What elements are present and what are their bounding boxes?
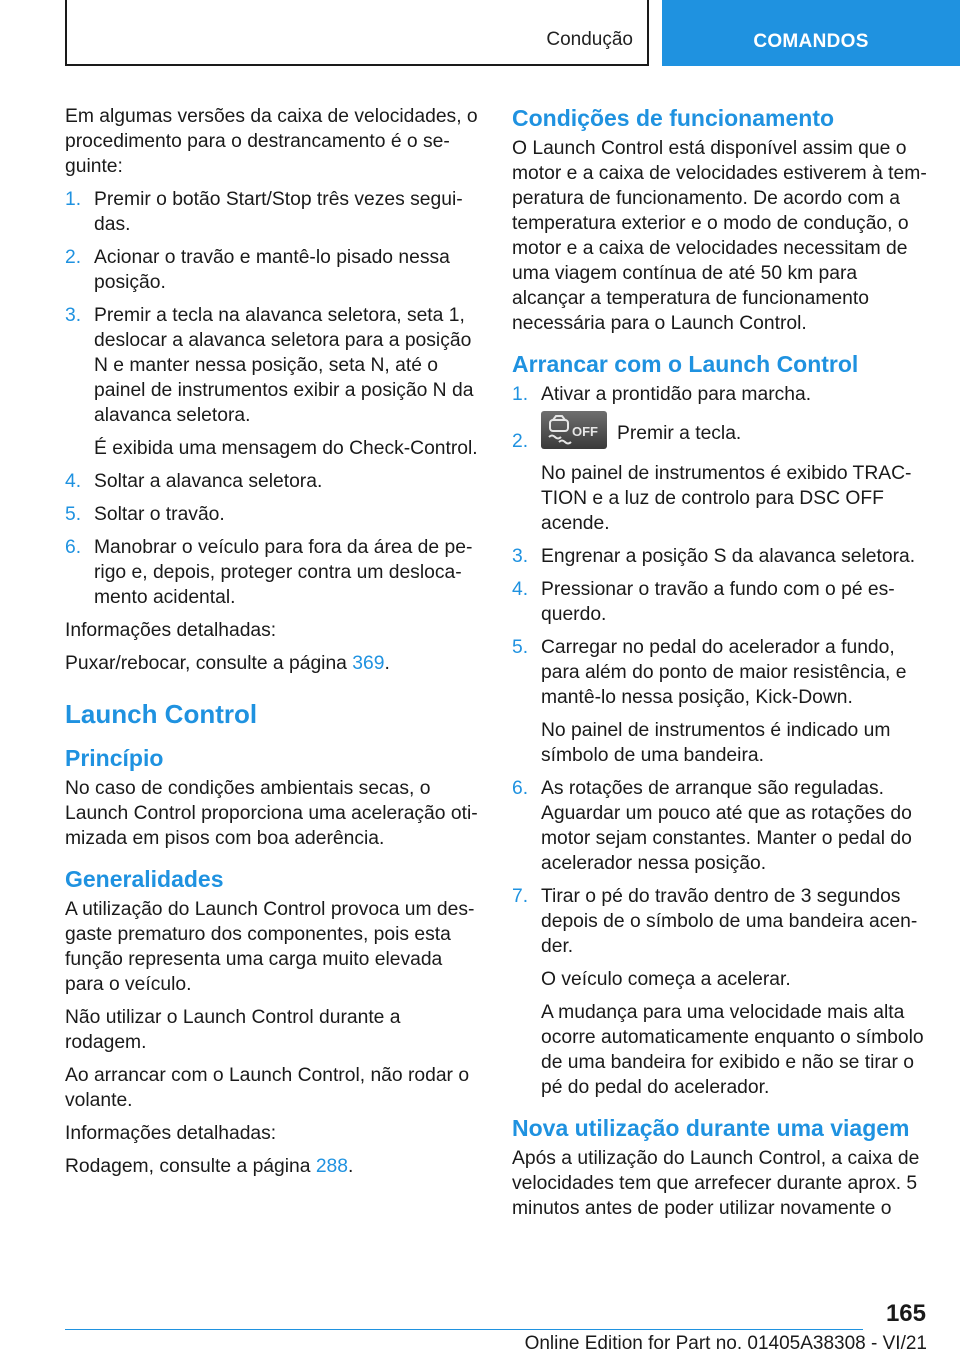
- step-number: 2.: [512, 431, 529, 452]
- step-text: Premir o botão Start/Stop três vezes seguidas.: [94, 189, 463, 235]
- step-note: É exibida uma mensagem do Check-Control.: [94, 438, 478, 459]
- step-text-with-icon: [541, 415, 929, 453]
- list-item: [512, 776, 929, 876]
- step-text: Acionar o travão e mantê-lo pisado nessa posição.: [94, 247, 450, 293]
- header-section-box: [65, 0, 649, 66]
- step-number: 6.: [512, 778, 529, 799]
- header-chapter-label: COMANDOS: [753, 31, 869, 52]
- step-number: 7.: [512, 886, 529, 907]
- page-number: 165: [885, 1300, 926, 1327]
- reuse-paragraph: Após a utilização do Launch Control, a caixa de velocidades tem que arrefecer durante aprox. 5 minutos antes de poder utilizar novamente o: [512, 1148, 920, 1219]
- step-text: Carregar no pedal do acelerador a fundo, para além do ponto de maior resistência, e mantê-lo nessa posição, Kick-Down.: [541, 637, 907, 708]
- unlock-steps-list: [65, 187, 478, 610]
- list-item: [65, 303, 478, 461]
- footer-divider: [65, 1329, 863, 1330]
- step-number: 4.: [65, 471, 82, 492]
- conditions-paragraph: O Launch Control está disponível assim que o motor e a caixa de velocidades estiverem à temperatura de funcionamento. De acordo com a temperatura exterior e o modo de condução, o motor e a caixa de velocidades necessitam de uma viagem contínua de até 50 km para alcançar a temperatura de funcionamento necessária para o Launch Control.: [512, 138, 927, 334]
- general-heading: Generalidades: [65, 866, 224, 892]
- launch-steps-list: [512, 382, 929, 1100]
- step-text: Tirar o pé do travão dentro de 3 segundos depois de o símbolo de uma bandeira acender.: [541, 886, 918, 957]
- list-item: [65, 502, 478, 527]
- step-number: 3.: [512, 546, 529, 567]
- step-number: 3.: [65, 305, 82, 326]
- step-number: 2.: [65, 247, 82, 268]
- launch-control-title: Launch Control: [65, 699, 258, 729]
- list-item: [65, 469, 478, 494]
- list-item: [65, 245, 478, 295]
- step-number: 5.: [512, 637, 529, 658]
- step-text: Premir a tecla.: [617, 423, 742, 445]
- general-paragraph-3: Ao arrancar com o Launch Control, não rodar o volante.: [65, 1065, 470, 1111]
- principle-heading: Princípio: [65, 745, 164, 771]
- list-item: [65, 187, 478, 237]
- step-number: 4.: [512, 579, 529, 600]
- header-chapter-tab[interactable]: [662, 0, 960, 66]
- principle-paragraph: No caso de condições ambientais secas, o Launch Control proporciona uma aceleração otimizada em pisos com boa aderência.: [65, 778, 478, 849]
- reference-towing: [65, 651, 478, 676]
- left-column: [65, 104, 478, 1187]
- reference-running-in: [65, 1154, 478, 1179]
- general-paragraph-2: Não utilizar o Launch Control durante a rodagem.: [65, 1007, 401, 1053]
- info-label-2: Informações detalhadas:: [65, 1123, 277, 1144]
- list-item: [512, 635, 929, 768]
- reference-text: Puxar/rebocar, consulte a página: [65, 653, 353, 674]
- step-number: 1.: [65, 189, 82, 210]
- right-column: [512, 104, 929, 1229]
- step-text: Manobrar o veículo para fora da área de perigo e, depois, proteger contra um deslocamento acidental.: [94, 537, 473, 608]
- list-item: [512, 544, 929, 569]
- step-text: As rotações de arranque são reguladas. Aguardar um pouco até que as rotações do motor sejam constantes. Manter o pedal do acelerador nessa posição.: [541, 778, 912, 874]
- step-text: Pressionar o travão a fundo com o pé esquerdo.: [541, 579, 895, 625]
- page-link-288[interactable]: 288: [315, 1156, 348, 1177]
- icon-label: OFF: [572, 424, 598, 439]
- step-note: No painel de instrumentos é indicado um símbolo de uma bandeira.: [541, 720, 891, 766]
- info-label: Informações detalhadas:: [65, 620, 277, 641]
- dsc-off-icon: [541, 411, 607, 449]
- dsc-off-button-icon: [541, 411, 607, 449]
- step-text: Premir a tecla na alavanca seletora, seta 1, deslocar a alavanca seletora para a posição N e manter nessa posição, seta N, até o painel de instrumentos exibir a posição N da alavanca seletora.: [94, 305, 474, 426]
- step-note: O veículo começa a acelerar.: [541, 969, 791, 990]
- intro-paragraph: Em algumas versões da caixa de velocidades, o procedimento para o destrancamento é o seguinte:: [65, 106, 478, 177]
- reference-text: Rodagem, consulte a página: [65, 1156, 316, 1177]
- step-text: Engrenar a posição S da alavanca seletora.: [541, 546, 916, 567]
- header-section-label: Condução: [546, 29, 633, 50]
- step-note-2: A mudança para uma velocidade mais alta ocorre automaticamente enquanto o símbolo de uma bandeira for exibido e não se tirar o pé do pedal do acelerador.: [541, 1002, 924, 1098]
- list-item: [512, 415, 929, 536]
- reference-end: .: [384, 653, 390, 674]
- list-item: [512, 577, 929, 627]
- step-text: Soltar o travão.: [94, 504, 225, 525]
- step-number: 5.: [65, 504, 82, 525]
- list-item: [512, 884, 929, 1100]
- step-note: No painel de instrumentos é exibido TRACTION e a luz de controlo para DSC OFF acende.: [541, 463, 912, 534]
- list-item: [512, 382, 929, 407]
- page-link-369[interactable]: 369: [352, 653, 385, 674]
- general-paragraph-1: A utilização do Launch Control provoca um desgaste prematuro dos componentes, pois esta função representa uma carga muito elevada para o veículo.: [65, 899, 475, 995]
- reuse-heading: Nova utilização durante uma viagem: [512, 1115, 910, 1141]
- step-number: 6.: [65, 537, 82, 558]
- step-number: 1.: [512, 384, 529, 405]
- step-text: Soltar a alavanca seletora.: [94, 471, 323, 492]
- start-heading: Arrancar com o Launch Control: [512, 351, 859, 377]
- list-item: [65, 535, 478, 610]
- footer-edition: Online Edition for Part no. 01405A38308 - VI/21: [524, 1333, 927, 1354]
- step-text: Ativar a prontidão para marcha.: [541, 384, 812, 405]
- reference-end: .: [348, 1156, 354, 1177]
- conditions-heading: Condições de funcionamento: [512, 105, 835, 131]
